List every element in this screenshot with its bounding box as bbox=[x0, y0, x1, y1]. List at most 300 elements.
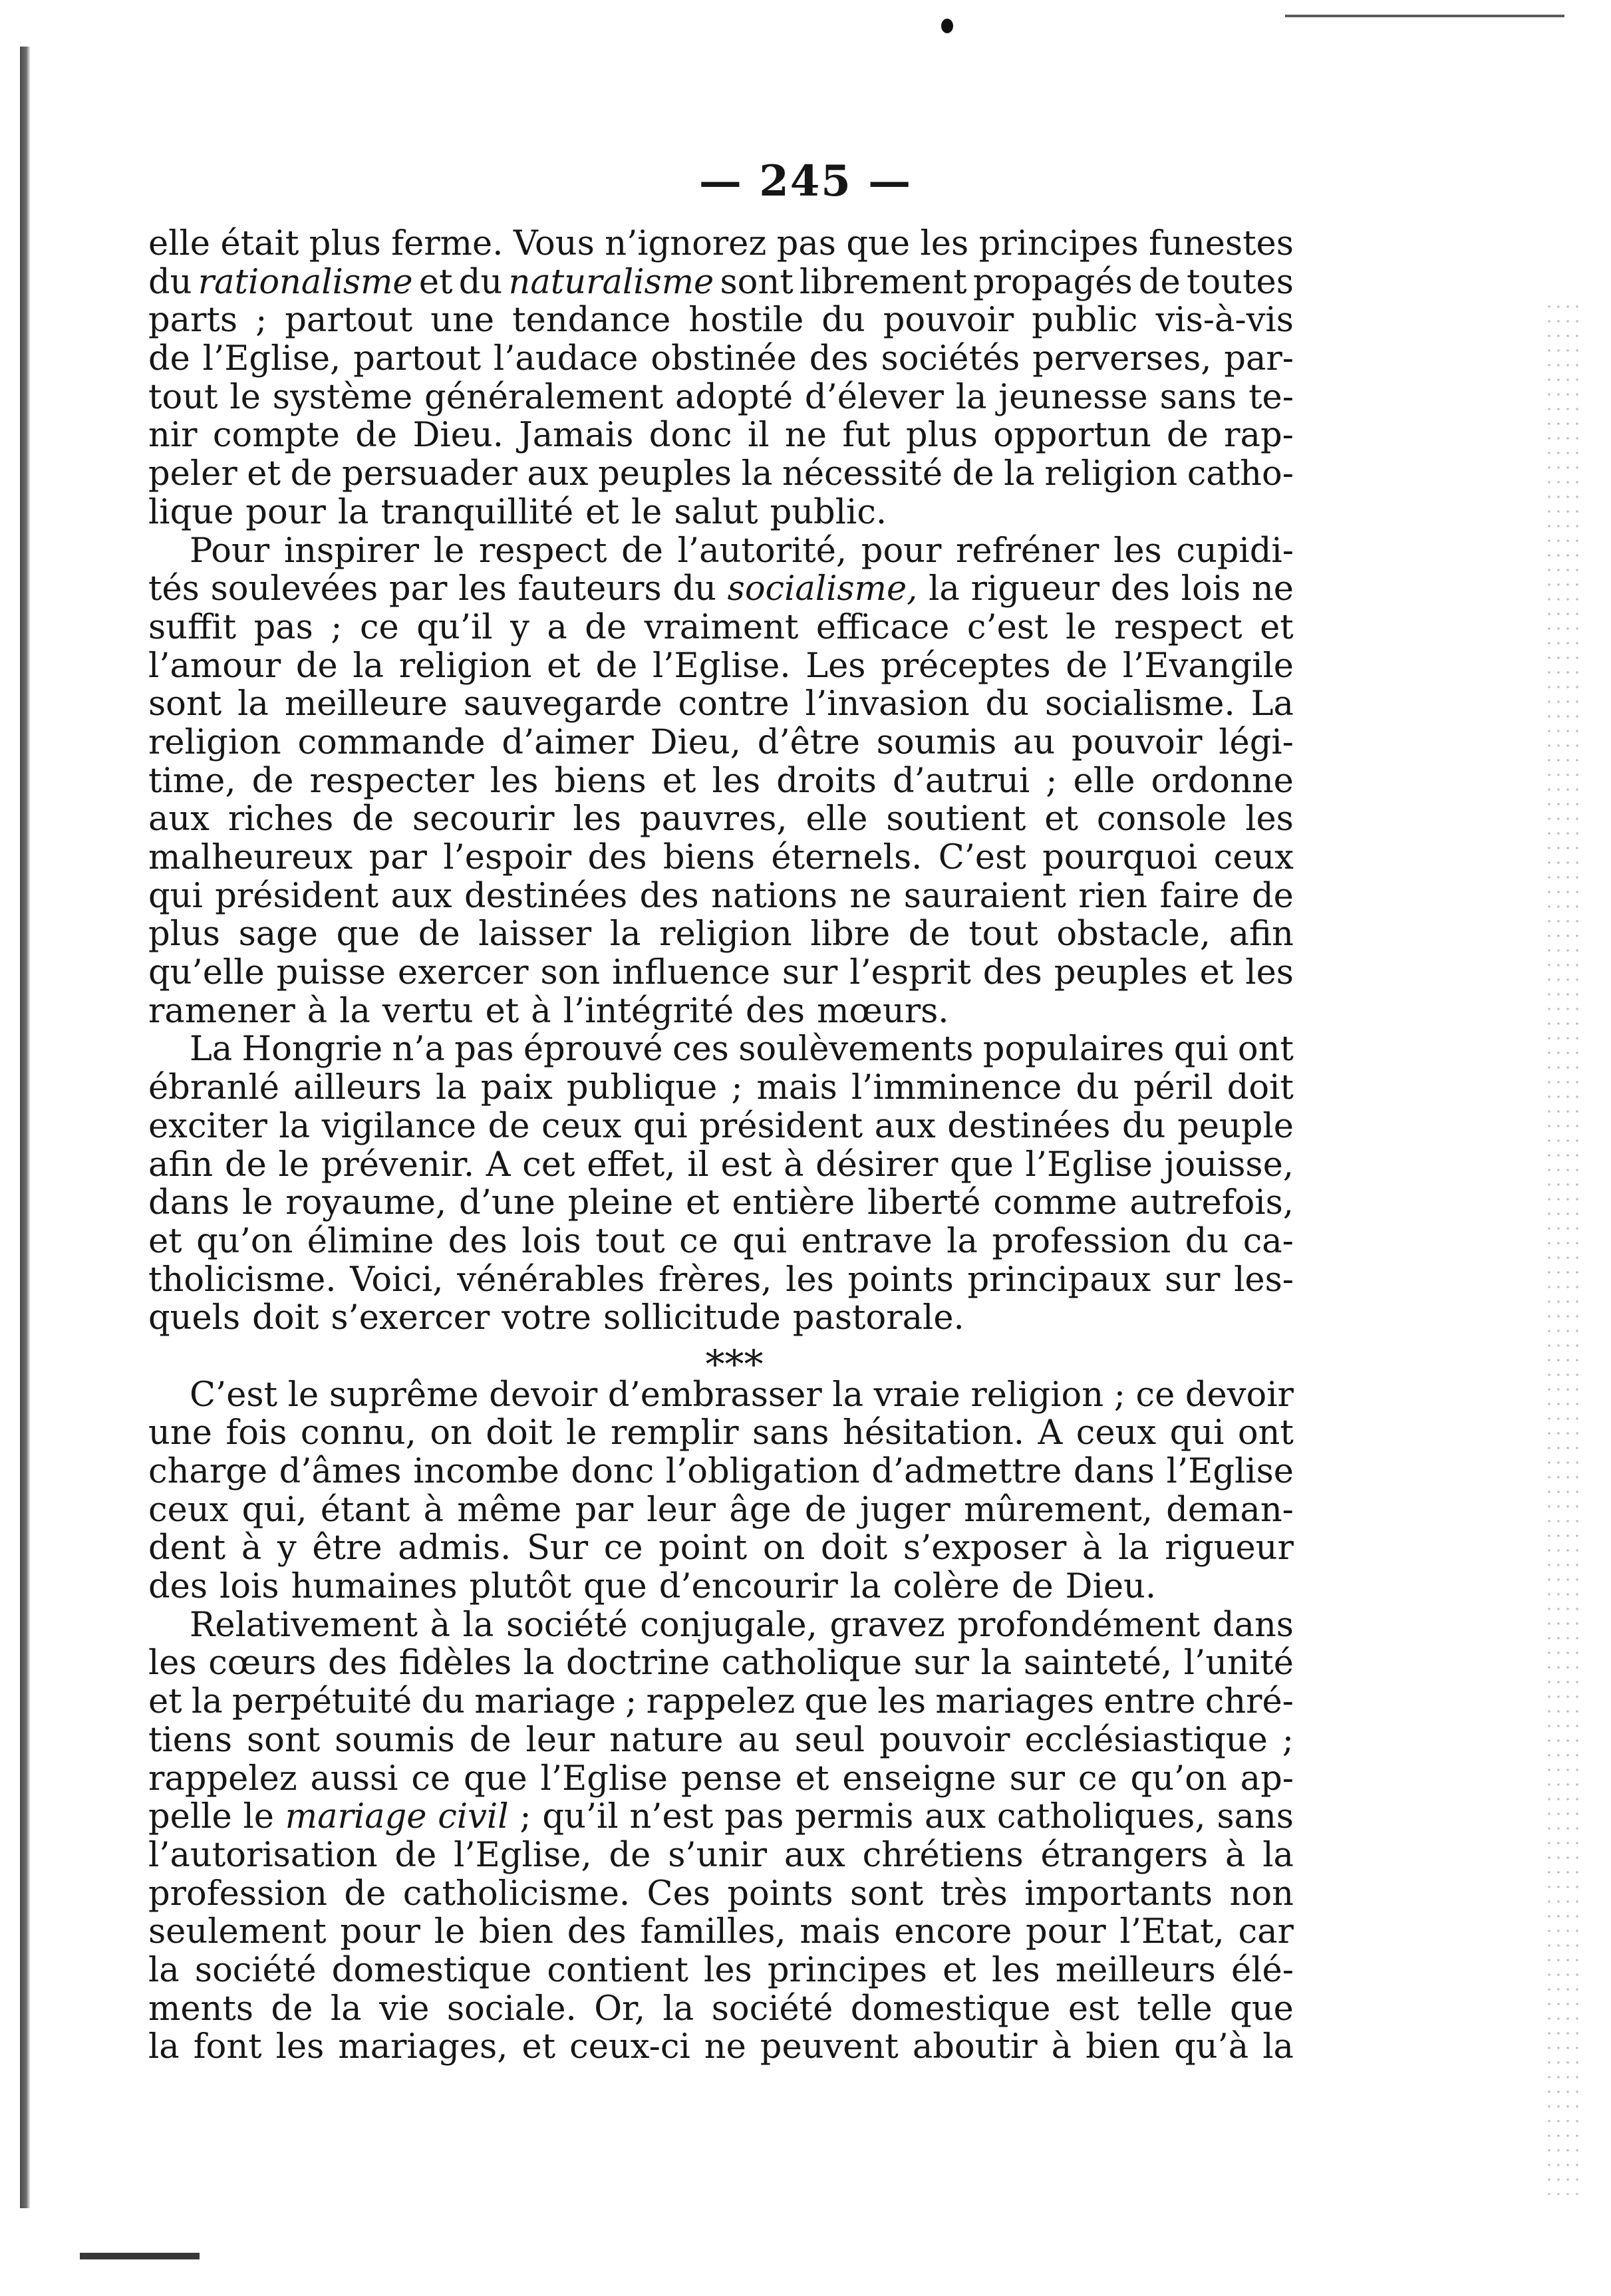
word: du bbox=[148, 262, 192, 302]
word: la bbox=[191, 1682, 223, 1722]
word: au bbox=[1013, 722, 1056, 762]
word: sur bbox=[1164, 1260, 1221, 1300]
word: il bbox=[747, 416, 770, 456]
section-separator: *** bbox=[705, 1341, 764, 1387]
word: et bbox=[943, 1950, 976, 1990]
word: des bbox=[746, 991, 806, 1031]
word: Vous bbox=[513, 224, 595, 263]
word: s’unir bbox=[668, 1835, 767, 1875]
paragraph bbox=[148, 532, 1294, 1031]
word: et bbox=[148, 1682, 182, 1722]
word: du bbox=[1185, 1221, 1229, 1261]
word: être bbox=[312, 1528, 382, 1568]
word: partout bbox=[353, 339, 482, 379]
word: faire bbox=[1159, 876, 1240, 916]
word: toutes bbox=[1186, 262, 1294, 302]
word: pouvoir bbox=[879, 1720, 1010, 1760]
word: les bbox=[877, 1682, 927, 1722]
word: naturalisme bbox=[508, 262, 714, 302]
word: la bbox=[980, 1644, 1012, 1683]
word: rigueur bbox=[1165, 1528, 1294, 1568]
word: meilleurs bbox=[1055, 1950, 1216, 1990]
word: n’a bbox=[392, 1030, 445, 1070]
text-line bbox=[148, 1376, 1294, 1415]
word: l’obligation bbox=[665, 1452, 860, 1491]
word: A bbox=[486, 1145, 511, 1185]
word: doit bbox=[252, 1298, 319, 1338]
word: admis. bbox=[398, 1528, 512, 1568]
word: importants bbox=[1024, 1874, 1213, 1914]
word: nir bbox=[148, 416, 198, 456]
scan-mark-bottom bbox=[80, 2253, 200, 2259]
word: La bbox=[190, 1030, 233, 1070]
word: ont bbox=[1237, 1413, 1294, 1453]
word: la bbox=[330, 1989, 362, 2029]
word: pour bbox=[1026, 1912, 1106, 1952]
text-line bbox=[148, 1913, 1294, 1951]
word: la bbox=[1262, 1835, 1294, 1875]
word: très bbox=[940, 1874, 1008, 1914]
word: liberté bbox=[867, 1183, 981, 1223]
word: la bbox=[955, 377, 987, 417]
word: il bbox=[687, 1145, 709, 1185]
word: de bbox=[804, 1490, 847, 1530]
word: ébranlé bbox=[148, 1068, 279, 1108]
word: que bbox=[1230, 1989, 1294, 2029]
word: ce bbox=[359, 607, 399, 647]
word: mariage bbox=[285, 1797, 427, 1837]
word: fidèles bbox=[398, 1644, 512, 1683]
word: et bbox=[1199, 953, 1234, 993]
word: Dieu. bbox=[1065, 1567, 1157, 1607]
word: catholiques, bbox=[996, 1797, 1206, 1837]
scan-rule-top bbox=[1285, 15, 1564, 17]
word: bien bbox=[1086, 2027, 1161, 2067]
word: même bbox=[457, 1490, 562, 1530]
word: de bbox=[1066, 646, 1108, 686]
word: mariages, bbox=[338, 2027, 508, 2067]
text-line bbox=[148, 877, 1294, 916]
word: ceux bbox=[1213, 838, 1294, 877]
word: pour bbox=[861, 531, 942, 571]
word: rationalisme bbox=[198, 262, 413, 302]
word: destinées bbox=[464, 876, 628, 916]
word: la bbox=[929, 569, 960, 609]
word: C’est bbox=[190, 1375, 278, 1415]
word: on bbox=[430, 1413, 472, 1453]
word: on bbox=[762, 1528, 806, 1568]
word: aux bbox=[148, 799, 210, 839]
word: sur bbox=[782, 953, 838, 993]
text-line bbox=[148, 992, 1294, 1031]
word: les bbox=[1113, 531, 1162, 571]
word: par bbox=[388, 569, 448, 609]
word: profession bbox=[148, 1874, 327, 1914]
word: ; bbox=[255, 301, 267, 341]
word: ments bbox=[148, 1989, 254, 2029]
word: que bbox=[463, 1759, 527, 1798]
word: la bbox=[462, 1605, 494, 1645]
word: hostile bbox=[688, 301, 804, 341]
word: des bbox=[809, 339, 869, 379]
word: du bbox=[1076, 1068, 1119, 1108]
word: de bbox=[1252, 876, 1294, 916]
word: le bbox=[287, 1375, 319, 1415]
word: plus bbox=[309, 224, 381, 263]
word: à bbox=[531, 991, 551, 1031]
word: dans bbox=[148, 1183, 230, 1223]
word: Ces bbox=[647, 1874, 710, 1914]
word: le bbox=[229, 377, 261, 417]
word: la bbox=[337, 492, 369, 532]
word: qui bbox=[633, 1106, 688, 1146]
word: qui bbox=[1173, 1030, 1229, 1070]
word: les bbox=[490, 761, 539, 801]
word: ailleurs bbox=[293, 1068, 422, 1108]
word: suprême bbox=[329, 1375, 479, 1415]
word: étant bbox=[320, 1490, 410, 1530]
word: par bbox=[575, 1490, 634, 1530]
word: ordonne bbox=[1151, 761, 1294, 801]
word: du bbox=[672, 569, 716, 609]
word: ; bbox=[331, 607, 343, 647]
word: Relativement bbox=[190, 1605, 418, 1645]
word: pense bbox=[680, 1759, 782, 1798]
word: respecter bbox=[309, 761, 474, 801]
text-line bbox=[148, 1299, 1294, 1338]
word: qu’il bbox=[416, 607, 493, 647]
word: pourquoi bbox=[1042, 838, 1198, 877]
text-line bbox=[148, 416, 1294, 455]
text-line bbox=[148, 1146, 1294, 1185]
word: soumis bbox=[876, 722, 997, 762]
word: profession bbox=[992, 1221, 1171, 1261]
word: plus bbox=[148, 915, 220, 954]
word: fauteurs bbox=[517, 569, 662, 609]
word: légi- bbox=[1219, 722, 1294, 762]
text-line bbox=[148, 494, 1294, 532]
word: devoir bbox=[489, 1375, 598, 1415]
word: biens bbox=[662, 838, 756, 877]
word: à bbox=[241, 1528, 262, 1568]
word: que bbox=[804, 1682, 869, 1722]
word: étrangers bbox=[1040, 1835, 1209, 1875]
word: civil bbox=[438, 1797, 509, 1837]
word: ; bbox=[1113, 1375, 1125, 1415]
word: d’encourir bbox=[659, 1567, 838, 1607]
word: ne bbox=[704, 2027, 746, 2067]
word: nature bbox=[609, 1720, 724, 1760]
word: Dieu, bbox=[650, 722, 742, 762]
word: les- bbox=[1234, 1260, 1294, 1300]
word: les bbox=[148, 1644, 197, 1683]
word: ; bbox=[731, 1068, 743, 1108]
word: des bbox=[982, 953, 1042, 993]
word: l’Etat, bbox=[1119, 1912, 1225, 1952]
word: religion bbox=[1044, 454, 1178, 494]
word: efficace bbox=[815, 607, 950, 647]
text-line bbox=[148, 685, 1294, 724]
word: malheureux bbox=[148, 838, 353, 877]
text-line bbox=[148, 839, 1294, 877]
word: la bbox=[237, 684, 269, 724]
word: Hongrie bbox=[241, 1030, 383, 1070]
word: la bbox=[148, 2027, 180, 2067]
word: du bbox=[985, 684, 1030, 724]
word: ont bbox=[1237, 1030, 1294, 1070]
word: une bbox=[148, 1413, 212, 1453]
word: sainteté, bbox=[1023, 1644, 1173, 1683]
word: et bbox=[547, 646, 581, 686]
word: de bbox=[352, 799, 394, 839]
word: péril bbox=[1133, 1068, 1213, 1108]
word: aux bbox=[527, 454, 589, 494]
word: peler bbox=[148, 454, 237, 494]
word: sans bbox=[1159, 377, 1237, 417]
word: le bbox=[434, 1912, 466, 1952]
text-line bbox=[148, 1069, 1294, 1107]
text-line bbox=[148, 1951, 1294, 1990]
word: et bbox=[795, 1759, 829, 1798]
word: la bbox=[279, 1106, 311, 1146]
word: à bbox=[423, 1490, 444, 1530]
word: du bbox=[421, 1682, 465, 1722]
word: sont bbox=[148, 684, 222, 724]
word: de bbox=[488, 1106, 530, 1146]
word: socialisme, bbox=[727, 569, 918, 609]
word: peuples bbox=[598, 454, 732, 494]
word: les bbox=[458, 569, 507, 609]
word: frères, bbox=[659, 1260, 772, 1300]
word: dans bbox=[1073, 1452, 1155, 1491]
text-line bbox=[148, 954, 1294, 992]
word: rap- bbox=[1224, 416, 1294, 456]
word: d’aimer bbox=[502, 722, 634, 762]
word: remplir bbox=[610, 1413, 739, 1453]
word: aux bbox=[390, 876, 452, 916]
word: ne bbox=[1251, 569, 1294, 609]
word: le bbox=[1066, 607, 1097, 647]
word: est bbox=[720, 1145, 772, 1185]
word: les bbox=[1245, 799, 1294, 839]
word: par- bbox=[1224, 339, 1294, 379]
word: la bbox=[741, 454, 773, 494]
word: votre bbox=[502, 1298, 591, 1338]
word: doit bbox=[1227, 1068, 1294, 1108]
word: familles, bbox=[640, 1912, 786, 1952]
word: non bbox=[1229, 1874, 1294, 1914]
text-line bbox=[148, 1529, 1294, 1568]
word: les bbox=[704, 1950, 752, 1990]
word: ceux bbox=[148, 1490, 229, 1530]
word: est bbox=[1068, 1989, 1119, 2029]
word: ce bbox=[679, 1221, 718, 1261]
word: soulèvements bbox=[738, 1030, 974, 1070]
word: parts bbox=[148, 301, 238, 341]
word: éprouvé bbox=[523, 1030, 663, 1070]
word: chrétiens bbox=[862, 1835, 1024, 1875]
word: et bbox=[521, 2027, 556, 2067]
word: libre bbox=[810, 915, 891, 954]
word: pelle bbox=[148, 1797, 232, 1837]
word: qu’elle bbox=[148, 953, 265, 993]
word: soutient bbox=[886, 799, 1026, 839]
word: leur bbox=[647, 1490, 716, 1530]
word: effet, bbox=[587, 1145, 676, 1185]
word: deman- bbox=[1166, 1490, 1294, 1530]
word: s’exercer bbox=[331, 1298, 490, 1338]
word: ; bbox=[1282, 1720, 1294, 1760]
word: encore bbox=[894, 1912, 1012, 1952]
word: et bbox=[585, 492, 619, 532]
word: royaume, bbox=[285, 1183, 447, 1223]
word: sont bbox=[849, 1874, 924, 1914]
word: mœurs. bbox=[817, 991, 949, 1031]
text-line bbox=[148, 1414, 1294, 1453]
word: l’autorisation bbox=[148, 1835, 378, 1875]
scan-noise-right bbox=[1544, 299, 1584, 2195]
word: riches bbox=[227, 799, 334, 839]
word: pauvres, bbox=[639, 799, 788, 839]
word: mûrement, bbox=[964, 1490, 1153, 1530]
text-line bbox=[148, 378, 1294, 417]
word: ; bbox=[1046, 761, 1058, 801]
word: et bbox=[1260, 607, 1294, 647]
word: devoir bbox=[1185, 1375, 1294, 1415]
word: de bbox=[609, 1835, 651, 1875]
text-line bbox=[148, 800, 1294, 839]
word: Dieu. bbox=[412, 416, 504, 456]
word: ramener bbox=[148, 991, 295, 1031]
word: le bbox=[631, 492, 662, 532]
word: l’intégrité bbox=[563, 991, 734, 1031]
word: pouvoir bbox=[1072, 722, 1203, 762]
word: humaines bbox=[291, 1567, 458, 1607]
word: l’Eglise bbox=[540, 1759, 668, 1798]
word: s’exposer bbox=[903, 1528, 1067, 1568]
word: et bbox=[686, 1183, 720, 1223]
word: hésitation. bbox=[843, 1413, 1025, 1453]
word: les bbox=[275, 2027, 325, 2067]
word: cupidi- bbox=[1176, 531, 1294, 571]
word: peuvent bbox=[760, 2027, 899, 2067]
word: à bbox=[1082, 1528, 1103, 1568]
word: y bbox=[277, 1528, 297, 1568]
word: les bbox=[1245, 953, 1294, 993]
word: librement bbox=[799, 262, 967, 302]
text-line bbox=[148, 1683, 1294, 1721]
word: c’est bbox=[966, 607, 1048, 647]
word: de bbox=[952, 454, 994, 494]
text-line bbox=[148, 1453, 1294, 1491]
word: la bbox=[662, 1989, 694, 2029]
word: de bbox=[394, 1835, 437, 1875]
word: cœurs bbox=[208, 1644, 317, 1683]
word: la bbox=[832, 1375, 864, 1415]
word: qu’on bbox=[196, 1221, 293, 1261]
word: lois bbox=[1181, 569, 1241, 609]
word: ne bbox=[784, 416, 827, 456]
word: fut bbox=[842, 416, 891, 456]
word: nécessité bbox=[782, 454, 943, 494]
word: ap- bbox=[1240, 1759, 1294, 1798]
word: bien bbox=[478, 1912, 553, 1952]
text-line bbox=[148, 340, 1294, 378]
word: telle bbox=[1137, 1989, 1213, 2029]
word: la bbox=[353, 646, 384, 686]
word: rappelez bbox=[148, 1759, 297, 1798]
word: sans bbox=[752, 1413, 829, 1453]
word: doit bbox=[821, 1528, 888, 1568]
word: contre bbox=[678, 684, 790, 724]
word: gravez bbox=[829, 1605, 945, 1645]
word: points bbox=[727, 1874, 833, 1914]
word: nations bbox=[711, 876, 837, 916]
word: laisser bbox=[478, 915, 592, 954]
word: à bbox=[784, 1145, 804, 1185]
word: pas bbox=[454, 1030, 514, 1070]
word: que bbox=[846, 224, 911, 263]
word: sociétés bbox=[881, 339, 1020, 379]
word: rappelez bbox=[646, 1682, 796, 1722]
word: autrefois, bbox=[1129, 1183, 1294, 1223]
word: partout bbox=[285, 301, 413, 341]
word: tout bbox=[968, 915, 1038, 954]
word: qui bbox=[1169, 1413, 1225, 1453]
word: ce bbox=[411, 1759, 451, 1798]
word: de bbox=[585, 607, 627, 647]
text-line bbox=[148, 1606, 1294, 1645]
word: doit bbox=[486, 1413, 553, 1453]
word: Pour bbox=[190, 531, 270, 571]
word: d’embrasser bbox=[607, 1375, 822, 1415]
word: C’est bbox=[938, 838, 1026, 877]
word: Voici, bbox=[350, 1260, 444, 1300]
word: tholicisme. bbox=[148, 1260, 337, 1300]
text-line bbox=[148, 1798, 1294, 1836]
word: à bbox=[1051, 2027, 1072, 2067]
word: d’autrui bbox=[893, 761, 1030, 801]
text-line bbox=[148, 263, 1294, 302]
word: le bbox=[243, 1797, 274, 1837]
word: dans bbox=[1212, 1605, 1294, 1645]
word: l’Eglise bbox=[1166, 1452, 1294, 1491]
word: chré- bbox=[1205, 1682, 1294, 1722]
word: de bbox=[344, 1874, 386, 1914]
word: le bbox=[278, 1145, 309, 1185]
word: puisse bbox=[276, 953, 386, 993]
word: point bbox=[659, 1528, 748, 1568]
word: vénérables bbox=[457, 1260, 645, 1300]
word: généralement bbox=[424, 377, 664, 417]
word: elle bbox=[1073, 761, 1135, 801]
word: les bbox=[786, 1260, 834, 1300]
word: qui bbox=[732, 1221, 788, 1261]
word: cet bbox=[522, 1145, 575, 1185]
word: religion bbox=[148, 722, 281, 762]
word: pouvoir bbox=[883, 301, 1014, 341]
ink-dot bbox=[941, 19, 953, 33]
word: que bbox=[583, 1567, 647, 1607]
word: mariages bbox=[935, 1682, 1095, 1722]
word: points bbox=[847, 1260, 954, 1300]
word: d’âmes bbox=[279, 1452, 402, 1491]
word: et bbox=[662, 761, 696, 801]
word: vertu bbox=[382, 991, 474, 1031]
word: incombe bbox=[413, 1452, 559, 1491]
word: funestes bbox=[1149, 224, 1294, 263]
word: tés bbox=[148, 569, 200, 609]
